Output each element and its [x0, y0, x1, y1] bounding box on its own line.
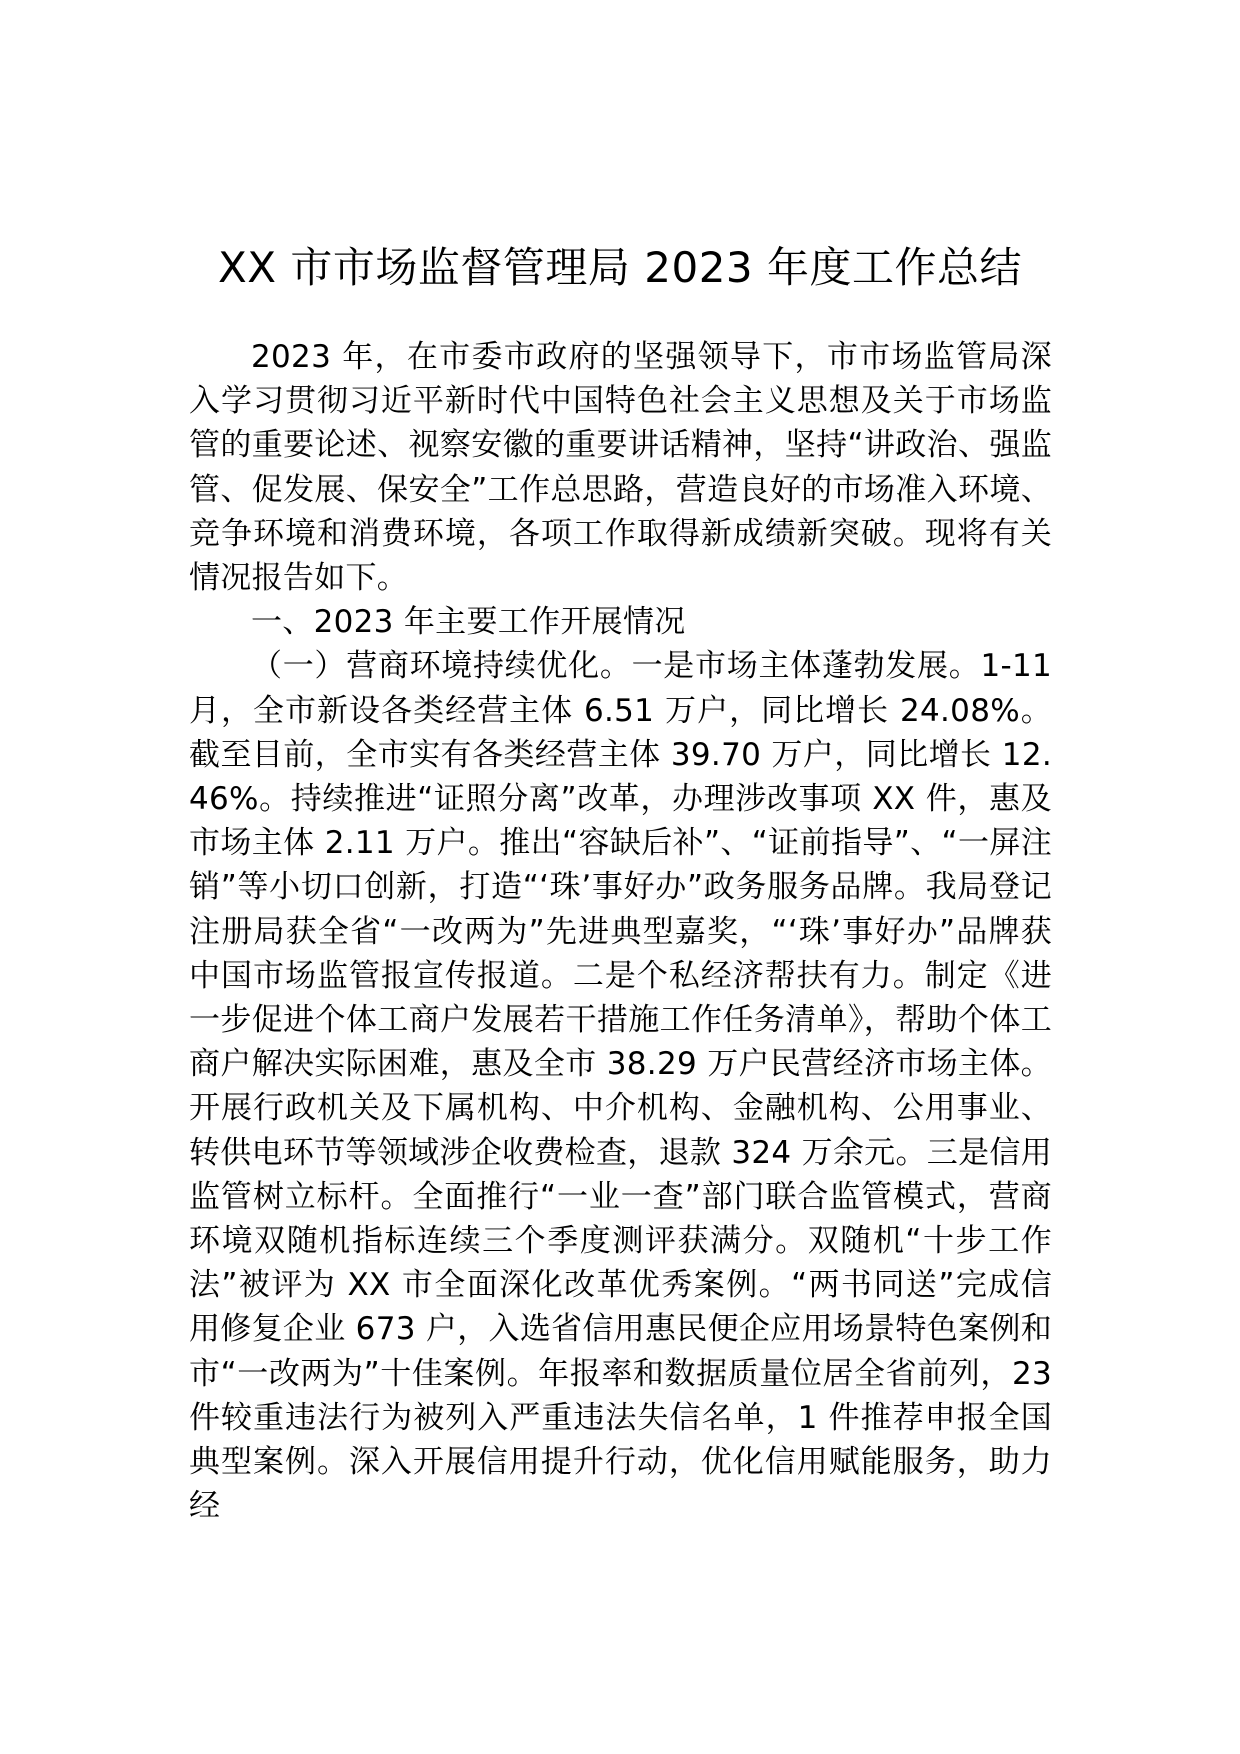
section-1-paragraph-1: （一）营商环境持续优化。一是市场主体蓬勃发展。1-11 月，全市新设各类经营主体 6.51 万户，同比增长 24.08%。截至目前，全市实有各类经营主体 39.70 万户，同比增长 12.46%。持续推进“证照分离”改革，办理涉改事项 XX 件，惠及市场主体 2.11 万户。推出“容缺后补”、“证前指导”、“一屏注销”等小切口创新，打造“‘珠’事好办”政务服务品牌。我局登记注册局获全省“一改两为”先进典型嘉奖，“‘珠’事好办”品牌获中国市场监管报宣传报道。二是个私经济帮扶有力。制定《进一步促进个体工商户发展若干措施工作任务清单》，帮助个体工商户解决实际困难，惠及全市 38.29 万户民营经济市场主体。开展行政机关及下属机构、中介机构、金融机构、公用事业、转供电环节等领域涉企收费检查，退款 324 万余元。三是信用监管树立标杆。全面推行“一业一查”部门联合监管模式，营商环境双随机指标连续三个季度测评获满分。双随机“十步工作法”被评为 XX 市全面深化改革优秀案例。“两书同送”完成信用修复企业 673 户，入选省信用惠民便企应用场景特色案例和市“一改两为”十佳案例。年报率和数据质量位居全省前列，23 件较重违法行为被列入严重违法失信名单，1 件推荐申报全国典型案例。深入开展信用提升行动，优化信用赋能服务，助力经	[189, 648, 1052, 1525]
document-body	[189, 335, 1052, 1528]
section-heading-1: 一、2023 年主要工作开展情况	[251, 604, 686, 641]
intro-paragraph: 2023 年，在市委市政府的坚强领导下，市市场监管局深入学习贯彻习近平新时代中国特色社会主义思想及关于市场监管的重要论述、视察安徽的重要讲话精神，坚持“讲政治、强监管、促发展、保安全”工作总思路，营造良好的市场准入环境、竞争环境和消费环境，各项工作取得新成绩新突破。现将有关情况报告如下。	[189, 339, 1052, 597]
document-title: XX 市市场监督管理局 2023 年度工作总结	[218, 243, 1022, 293]
